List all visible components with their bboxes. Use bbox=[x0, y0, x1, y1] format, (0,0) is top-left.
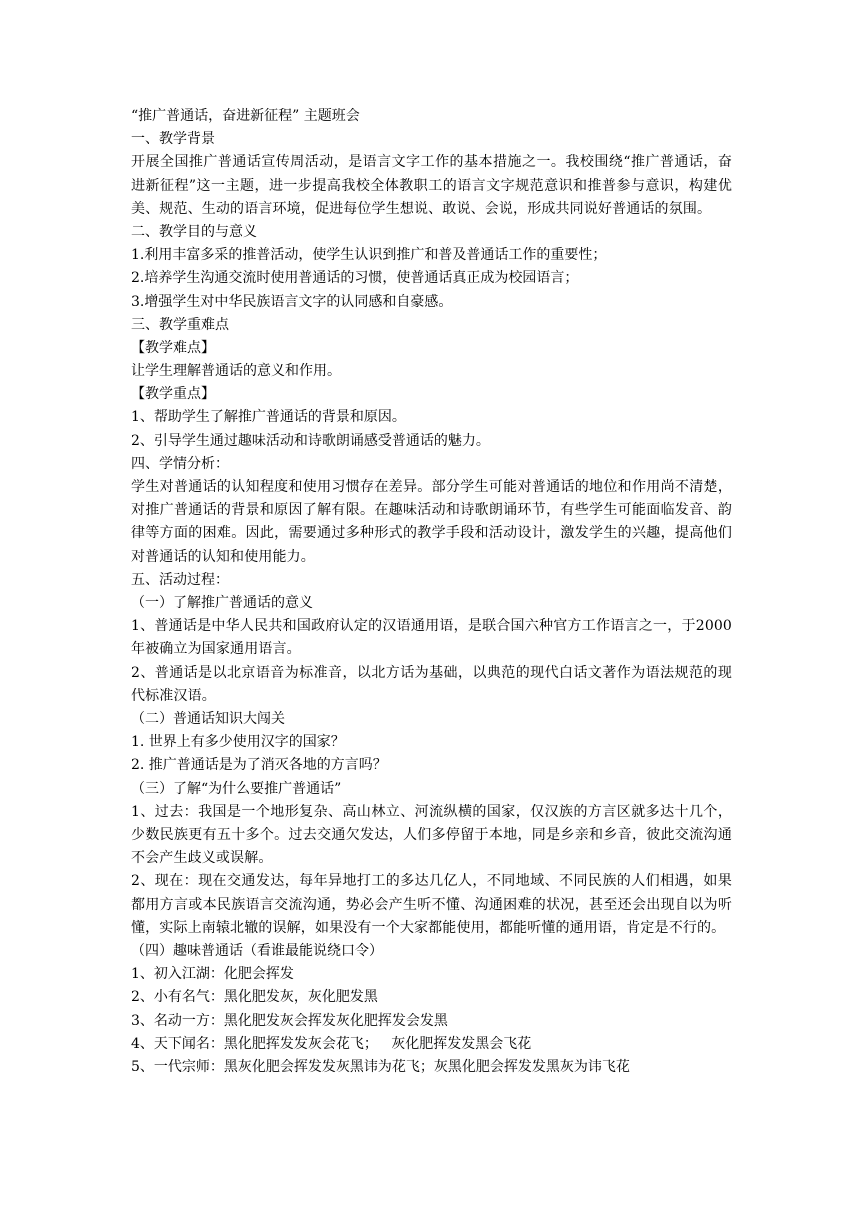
key-label: 【教学重点】 bbox=[131, 386, 215, 403]
list-item: 1、帮助学生了解推广普通话的背景和原因。 bbox=[131, 409, 406, 426]
subsection-heading-4: （四）趣味普通话（看谁最能说绕口令） bbox=[131, 943, 383, 960]
paragraph: 1、普通话是中华人民共和国政府认定的汉语通用语，是联合国六种官方工作语言之一，于2000年被确立为国家通用语言。 bbox=[131, 618, 732, 658]
list-item bbox=[131, 662, 732, 708]
paragraph: 学生对普通话的认知程度和使用习惯存在差异。部分学生可能对普通话的地位和作用尚不清楚，对推广普通话的背景和原因了解有限。在趣味活动和诗歌朗诵环节，有些学生可能面临发音、韵律等方面的困难。因此，需要通过多种形式的教学手段和活动设计，激发学生的兴趣，提高他们对普通话的认知和使用能力。 bbox=[131, 479, 732, 565]
subsection-heading-3: （三）了解“为什么要推广普通话” bbox=[131, 780, 342, 797]
list-item: 1.利用丰富多采的推普活动，使学生认识到推广和普及普通话工作的重要性； bbox=[131, 247, 607, 264]
section-heading-key-points: 三、教学重难点 bbox=[131, 316, 229, 333]
paragraph: 2、现在：现在交通发达，每年异地打工的多达几亿人，不同地域、不同民族的人们相遇，如果都用方言或本民族语言交流沟通，势必会产生听不懂、沟通困难的状况，甚至还会出现自以为听懂，实际上南辕北辙的误解，如果没有一个大家都能使用，都能听懂的通用语，肯定是不行的。 bbox=[131, 873, 732, 936]
list-item: 1. 世界上有多少使用汉字的国家？ bbox=[131, 734, 345, 751]
list-item: 4、天下闻名：黑化肥挥发发灰会花飞； 灰化肥挥发发黑会飞花 bbox=[131, 1035, 532, 1052]
difficulty-label: 【教学难点】 bbox=[131, 339, 215, 356]
section-heading-purpose: 二、教学目的与意义 bbox=[131, 223, 257, 240]
list-item: 2. 推广普通话是为了消灭各地的方言吗？ bbox=[131, 757, 387, 774]
section-background-body bbox=[131, 151, 732, 221]
document-title: “推广普通话，奋进新征程” 主题班会 bbox=[131, 108, 360, 124]
list-item: 3、名动一方：黑化肥发灰会挥发灰化肥挥发会发黑 bbox=[131, 1012, 448, 1029]
list-item: 3.增强学生对中华民族语言文字的认同感和自豪感。 bbox=[131, 293, 453, 310]
section-heading-background: 一、教学背景 bbox=[131, 131, 215, 148]
subsection-heading-2: （二）普通话知识大闯关 bbox=[131, 711, 285, 728]
paragraph: 1、过去：我国是一个地形复杂、高山林立、河流纵横的国家，仅汉族的方言区就多达十几个，少数民族更有五十多个。过去交通欠发达，人们多停留于本地，同是乡亲和乡音，彼此交流沟通不会产生歧义或误解。 bbox=[131, 803, 732, 867]
list-item: 2、引导学生通过趣味活动和诗歌朗诵感受普通话的魅力。 bbox=[131, 432, 490, 449]
list-item: 2、小有名气：黑化肥发灰，灰化肥发黑 bbox=[131, 989, 378, 1006]
list-item: 2.培养学生沟通交流时使用普通话的习惯，使普通话真正成为校园语言； bbox=[131, 270, 579, 287]
list-item bbox=[131, 801, 732, 871]
section-analysis-body bbox=[131, 476, 732, 569]
list-item bbox=[131, 615, 732, 661]
difficulty-text: 让学生理解普通话的意义和作用。 bbox=[131, 363, 341, 380]
paragraph: 开展全国推广普通话宣传周活动，是语言文字工作的基本措施之一。我校围绕“推广普通话，奋进新征程”这一主题，进一步提高我校全体教职工的语言文字规范意识和推普参与意识，构建优美、规范、生动的语言环境，促进每位学生想说、敢说、会说，形成共同说好普通话的氛围。 bbox=[131, 154, 732, 217]
list-item: 5、一代宗师：黑灰化肥会挥发发灰黑讳为花飞；灰黑化肥会挥发发黑灰为讳飞花 bbox=[131, 1058, 630, 1075]
paragraph: 2、普通话是以北京语音为标准音，以北方话为基础，以典范的现代白话文著作为语法规范的现代标准汉语。 bbox=[131, 664, 732, 704]
section-heading-process: 五、活动过程： bbox=[131, 571, 229, 588]
list-item: 1、初入江湖：化肥会挥发 bbox=[131, 966, 294, 983]
list-item bbox=[131, 870, 732, 940]
subsection-heading-1: （一）了解推广普通话的意义 bbox=[131, 595, 313, 612]
section-heading-analysis: 四、学情分析： bbox=[131, 455, 229, 472]
